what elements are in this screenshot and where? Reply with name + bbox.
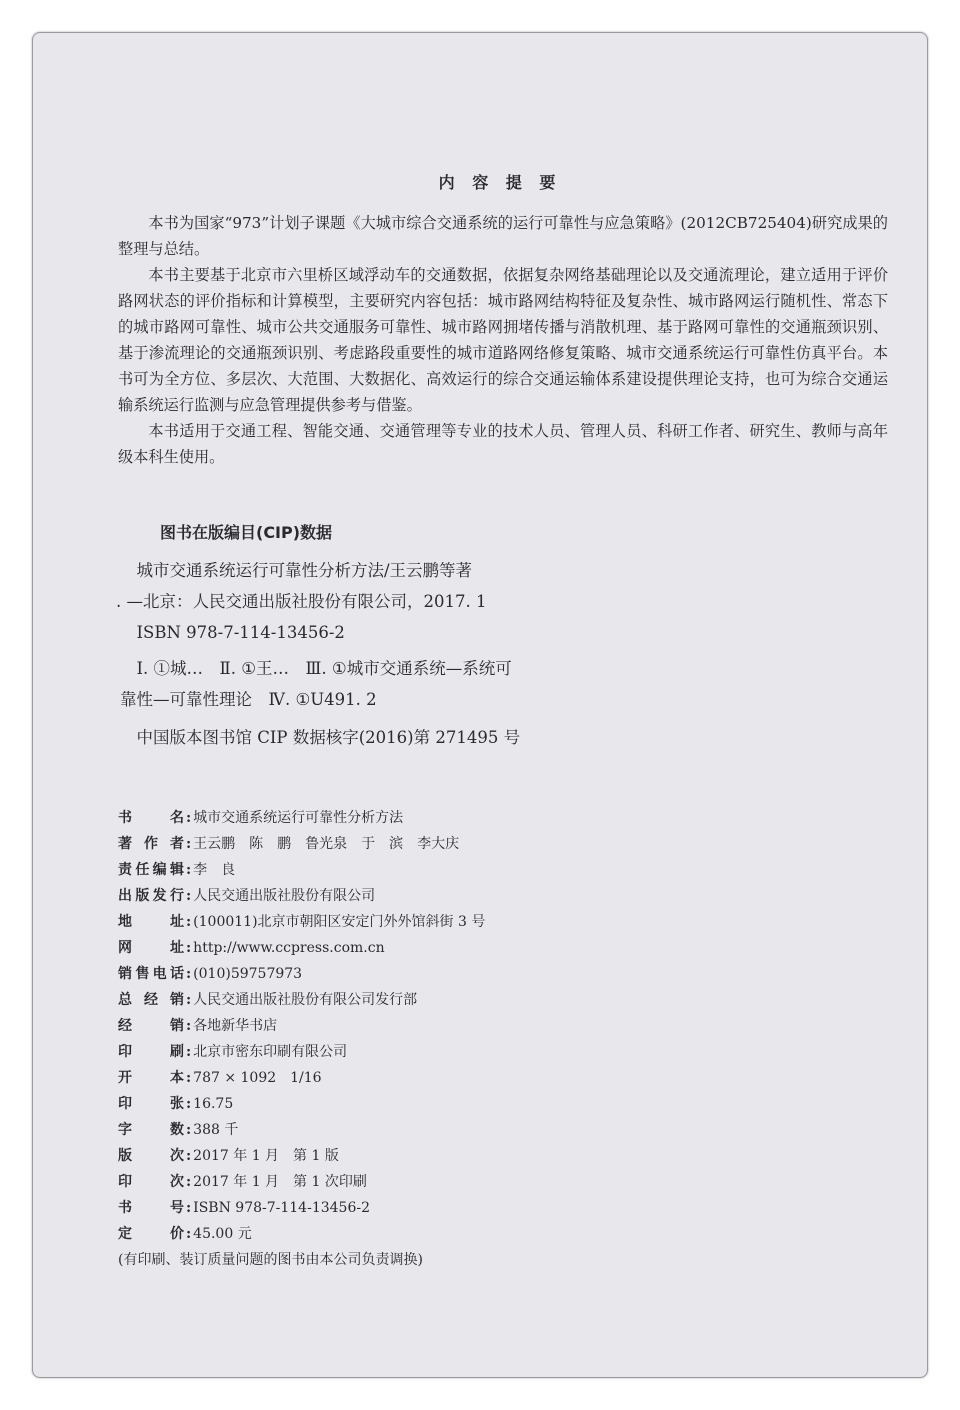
colophon-row [118,857,485,883]
colon: : [186,914,192,930]
colophon-value: 45.00 元 [193,1226,252,1242]
colon: : [186,1044,192,1060]
colophon-row [118,883,485,909]
cip-line: ISBN 978-7-114-13456-2 [120,623,345,642]
colophon-value: 人民交通出版社股份有限公司 [193,888,376,904]
colophon-label: 定价 [118,1226,184,1242]
colon: : [186,1148,192,1164]
colophon-label: 责任编辑 [118,862,184,878]
colon: : [186,888,192,904]
colophon-value: 王云鹏 陈 鹏 鲁光泉 于 滨 李大庆 [193,836,460,852]
colon: : [186,862,192,878]
colophon-label: 书名 [118,810,184,826]
cip-heading: 图书在版编目(CIP)数据 [160,523,333,542]
colon: : [186,810,192,826]
colophon-row [118,831,485,857]
colophon-label: 版次 [118,1148,184,1164]
colophon-row [118,961,485,987]
colophon [118,805,485,1273]
colon: : [186,836,192,852]
colophon-label: 印刷 [118,1044,184,1060]
colophon-label: 印次 [118,1174,184,1190]
colophon-label: 出版发行 [118,888,184,904]
colon: : [186,1070,192,1086]
colophon-row [118,805,485,831]
colophon-label: 地址 [118,914,184,930]
cip-line: Ⅰ. ①城… Ⅱ. ①王… Ⅲ. ①城市交通系统—系统可 [120,659,512,678]
colophon-value: http://www.ccpress.com.cn [193,940,385,956]
colophon-row [118,1065,485,1091]
colophon-row [118,1195,485,1221]
colophon-row [118,1117,485,1143]
colon: : [186,1018,192,1034]
colophon-label: 开本 [118,1070,184,1086]
colophon-row [118,909,485,935]
colophon-row [118,1091,485,1117]
colophon-value: 2017 年 1 月 第 1 次印刷 [193,1174,367,1190]
colophon-value: 2017 年 1 月 第 1 版 [193,1148,339,1164]
colon: : [186,966,192,982]
cip-block [116,557,521,748]
colon: : [186,1200,192,1216]
colon: : [186,1226,192,1242]
colophon-value: ISBN 978-7-114-13456-2 [193,1200,370,1216]
colophon-value: (100011)北京市朝阳区安定门外外馆斜街 3 号 [193,914,486,930]
colophon-row [118,1221,485,1247]
colon: : [186,940,192,956]
colophon-row [118,987,485,1013]
cip-line: 城市交通系统运行可靠性分析方法/王云鹏等著 [120,561,473,580]
cip-line: 中国版本图书馆 CIP 数据核字(2016)第 271495 号 [120,728,521,747]
colophon-label: 印张 [118,1096,184,1112]
colophon-value: 李 良 [193,862,236,878]
colophon-value: 北京市密东印刷有限公司 [193,1044,348,1060]
colophon-row [118,1169,485,1195]
abstract-title: 内 容 提 要 [438,173,562,192]
cip-line: 靠性—可靠性理论 Ⅳ. ①U491. 2 [120,690,377,709]
colophon-note: (有印刷、装订质量问题的图书由本公司负责调换) [118,1252,423,1268]
cip-line: . —北京：人民交通出版社股份有限公司，2017. 1 [116,592,487,611]
colophon-value: 城市交通系统运行可靠性分析方法 [193,810,404,826]
colophon-row [118,1143,485,1169]
colophon-value: (010)59757973 [193,966,303,982]
colon: : [186,1174,192,1190]
colophon-label: 总经销 [118,992,184,1008]
colophon-value: 各地新华书店 [193,1018,278,1034]
abstract-paragraph: 本书主要基于北京市六里桥区域浮动车的交通数据，依据复杂网络基础理论以及交通流理论，建立适用于评价路网状态的评价指标和计算模型，主要研究内容包括：城市路网结构特征及复杂性、城市路网运行随机性、常态下的城市路网可靠性、城市公共交通服务可靠性、城市路网拥堵传播与消散机理、基于路网可靠性的交通瓶颈识别、基于渗流理论的交通瓶颈识别、考虑路段重要性的城市道路网络修复策略、城市交通系统运行可靠性仿真平台。本书可为全方位、多层次、大范围、大数据化、高效运行的综合交通运输体系建设提供理论支持，也可为综合交通运输系统运行监测与应急管理提供参考与借鉴。 [118,266,888,414]
colophon-label: 字数 [118,1122,184,1138]
colophon-row [118,1039,485,1065]
colophon-label: 网址 [118,940,184,956]
colophon-value: 16.75 [193,1096,234,1112]
abstract-paragraph: 本书为国家“973”计划子课题《大城市综合交通系统的运行可靠性与应急策略》(2012CB725404)研究成果的整理与总结。 [118,214,888,258]
colophon-row [118,935,485,961]
colon: : [186,1122,192,1138]
abstract-body [118,210,888,470]
colophon-value: 787 × 1092 1/16 [193,1070,322,1086]
colon: : [186,992,192,1008]
colophon-value: 人民交通出版社股份有限公司发行部 [193,992,418,1008]
colophon-label: 书号 [118,1200,184,1216]
abstract-paragraph: 本书适用于交通工程、智能交通、交通管理等专业的技术人员、管理人员、科研工作者、研究生、教师与高年级本科生使用。 [118,422,888,466]
colophon-value: 388 千 [193,1122,239,1138]
colon: : [186,1096,192,1112]
colophon-label: 著作者 [118,836,184,852]
colophon-label: 经销 [118,1018,184,1034]
colophon-label: 销售电话 [118,966,184,982]
colophon-row [118,1013,485,1039]
